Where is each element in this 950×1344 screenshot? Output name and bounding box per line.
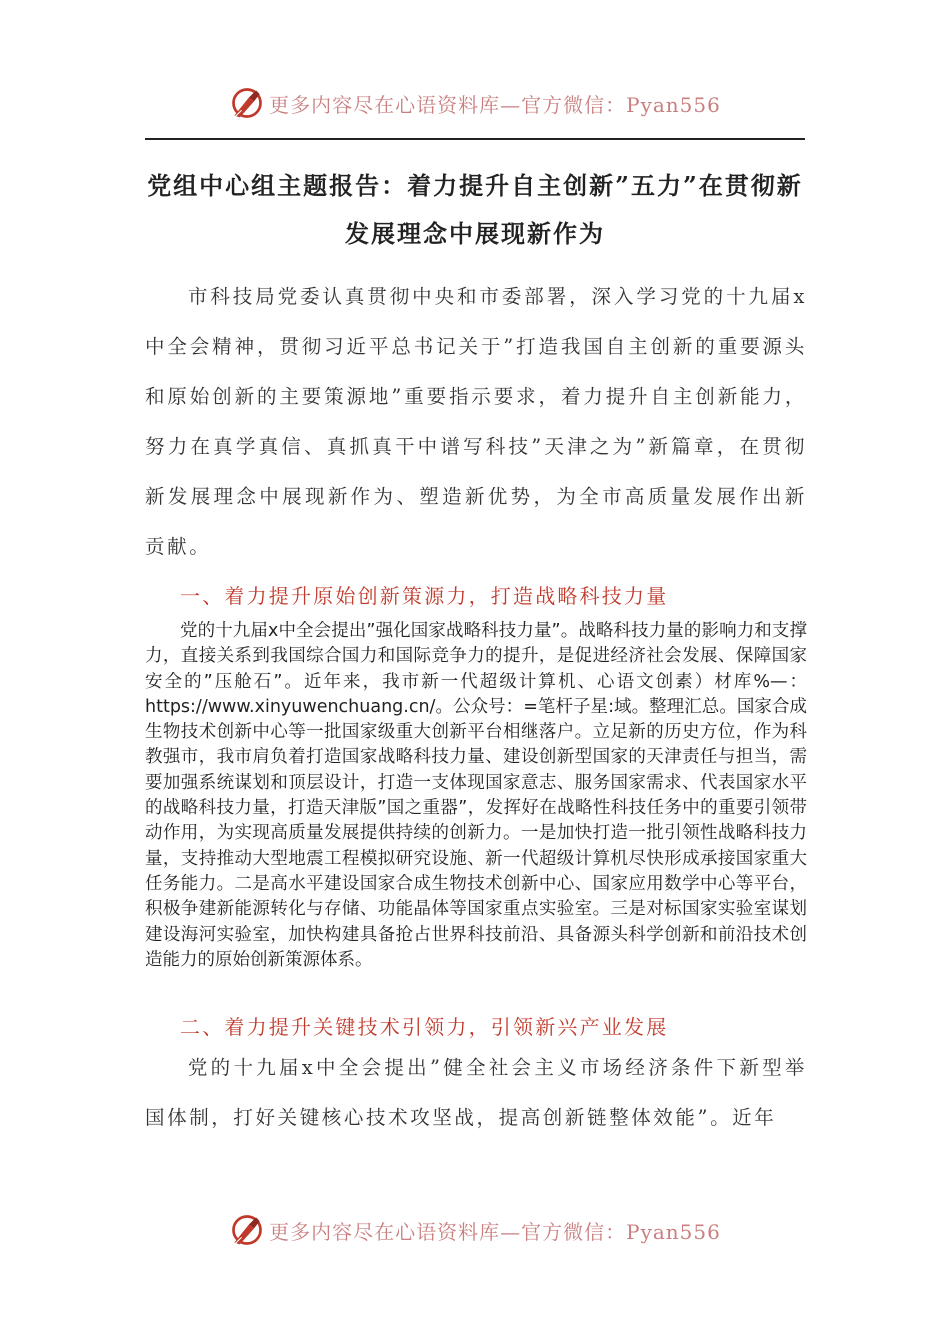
footer-banner: [0, 1210, 950, 1250]
header-banner-text: 更多内容尽在心语资料库—官方微信：Pyan556: [269, 92, 721, 117]
section-1-heading: 一、着力提升原始创新策源力，打造战略科技力量: [180, 584, 669, 608]
pen-nib-logo-icon: [229, 1212, 265, 1248]
section-2-heading: 二、着力提升关键技术引领力，引领新兴产业发展: [180, 1015, 669, 1039]
header-banner: [0, 83, 950, 123]
pen-nib-logo-icon: [229, 85, 265, 121]
section-2-paragraph: 党的十九届x中全会提出”健全社会主义市场经济条件下新型举国体制，打好关键核心技术攻坚战，提高创新链整体效能”。近年: [145, 1056, 807, 1129]
header-divider: [145, 138, 805, 140]
footer-banner-text: 更多内容尽在心语资料库—官方微信：Pyan556: [269, 1219, 721, 1244]
section-1-paragraph: 党的十九届x中全会提出”强化国家战略科技力量”。战略科技力量的影响力和支撑力，直接关系到我国综合国力和国际竞争力的提升，是促进经济社会发展、保障国家安全的”压舱石”。近年来，我市新一代超级计算机、心语文创素）材库%—：https://www.xinyuwenchuang.cn/。公众号：=笔杆子星:域。整理汇总。国家合成生物技术创新中心等一批国家级重大创新平台相继落户。立足新的历史方位，作为科教强市，我市肩负着打造国家战略科技力量、建设创新型国家的天津责任与担当，需要加强系统谋划和顶层设计，打造一支体现国家意志、服务国家需求、代表国家水平的战略科技力量，打造天津版”国之重器”，发挥好在战略性科技任务中的重要引领带动作用，为实现高质量发展提供持续的创新力。一是加快打造一批引领性战略科技力量，支持推动大型地震工程模拟研究设施、新一代超级计算机尽快形成承接国家重大任务能力。二是高水平建设国家合成生物技术创新中心、国家应用数学中心等平台，积极争建新能源转化与存储、功能晶体等国家重点实验室。三是对标国家实验室谋划建设海河实验室，加快构建具备抢占世界科技前沿、具备源头科学创新和前沿技术创造能力的原始创新策源体系。: [145, 621, 807, 970]
document-title: 党组中心组主题报告：着力提升自主创新”五力”在贯彻新发展理念中展现新作为: [147, 171, 803, 248]
intro-paragraph: 市科技局党委认真贯彻中央和市委部署，深入学习党的十九届x中全会精神，贯彻习近平总书记关于”打造我国自主创新的重要源头和原始创新的主要策源地”重要指示要求，着力提升自主创新能力，努力在真学真信、真抓真干中谱写科技”天津之为”新篇章，在贯彻新发展理念中展现新作为、塑造新优势，为全市高质量发展作出新贡献。: [145, 285, 807, 558]
